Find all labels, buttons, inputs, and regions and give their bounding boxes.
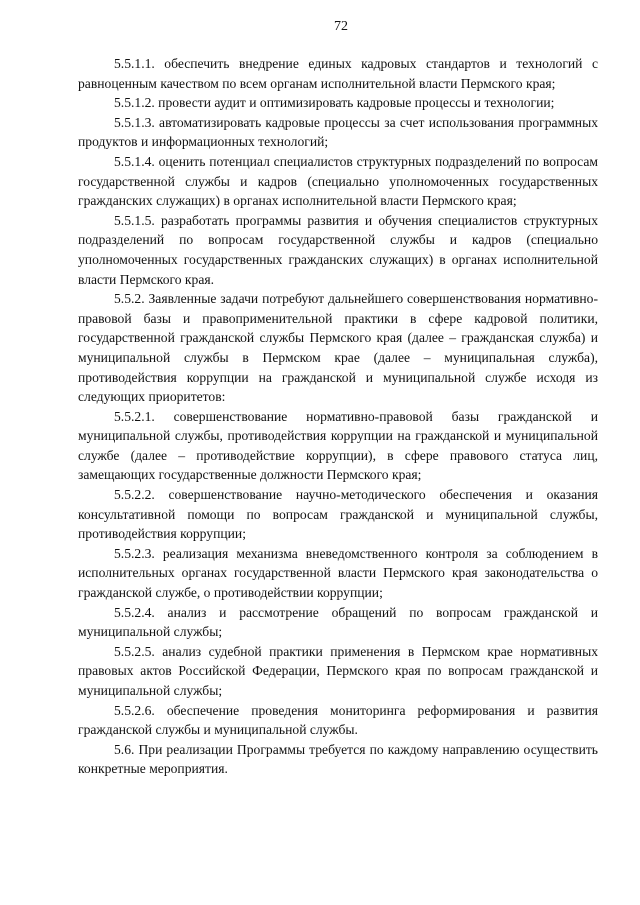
- paragraph-5-5-1-2: 5.5.1.2. провести аудит и оптимизировать кадровые процессы и технологии;: [114, 95, 555, 111]
- paragraph-5-5-1-3: 5.5.1.3. автоматизировать кадровые процессы за счет использования программных продуктов и информационных технологий;: [78, 114, 598, 150]
- paragraph-5-5-2-5: 5.5.2.5. анализ судебной практики применения в Пермском крае нормативных правовых актов Российской Федерации, Пермского края по вопросам гражданской и муниципальной службы;: [78, 643, 598, 698]
- paragraph-5-5-1-1: 5.5.1.1. обеспечить внедрение единых кадровых стандартов и технологий с равноценным качеством по всем органам исполнительной власти Пермского края;: [78, 56, 598, 91]
- paragraph-5-5-1-4: 5.5.1.4. оценить потенциал специалистов структурных подразделений по вопросам государственной службы и кадров (специально уполномоченных государственных гражданских служащих) в органах исполнительной власти Пермского края;: [78, 153, 598, 209]
- paragraph-5-6: 5.6. При реализации Программы требуется по каждому направлению осуществить конкретные мероприятия.: [78, 741, 598, 777]
- paragraph-5-5-2-3: 5.5.2.3. реализация механизма вневедомственного контроля за соблюдением в исполнительных органах государственной власти Пермского края законодательства о гражданской службе, о противодействии коррупции;: [78, 545, 598, 601]
- page-number: 72: [334, 19, 348, 34]
- paragraph-5-5-2-1: 5.5.2.1. совершенствование нормативно-правовой базы гражданской и муниципальной службы, противодействия коррупции на гражданской и муниципальной службе (далее – противодействие коррупции), в сфере правового статуса лиц, замещающих государственные должности Пермского края;: [78, 408, 598, 483]
- paragraph-5-5-2-2: 5.5.2.2. совершенствование научно-методического обеспечения и оказания консультативной помощи по вопросам гражданской и муниципальной службы, противодействия коррупции;: [78, 487, 598, 542]
- paragraph-5-5-2-6: 5.5.2.6. обеспечение проведения мониторинга реформирования и развития гражданской службы и муниципальной службы.: [78, 702, 598, 738]
- paragraph-5-5-1-5: 5.5.1.5. разработать программы развития и обучения специалистов структурных подразделений по вопросам государственной службы и кадров (специально уполномоченных государственных гражданских служащих) в органах исполнительной власти Пермского края.: [78, 212, 598, 287]
- paragraph-5-5-2: 5.5.2. Заявленные задачи потребуют дальнейшего совершенствования нормативно-правовой базы и правоприменительной практики в сфере кадровой политики, государственной гражданской службы Пермского края (далее – гражданская служба) и муниципальной службы в Пермском крае (далее – муниципальная служба), противодействия коррупции на гражданской и муниципальной службе исходя из следующих приоритетов:: [78, 291, 598, 405]
- paragraph-5-5-2-4: 5.5.2.4. анализ и рассмотрение обращений по вопросам гражданской и муниципальной службы;: [78, 604, 598, 640]
